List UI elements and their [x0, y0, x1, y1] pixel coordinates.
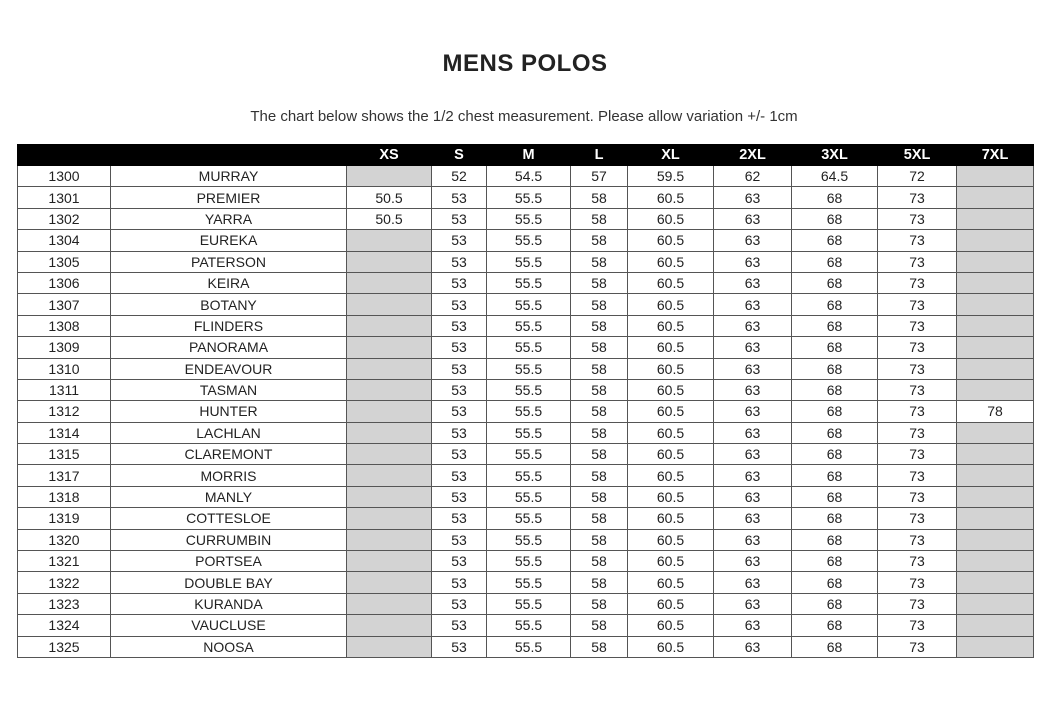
style-name-cell: HUNTER [111, 401, 347, 422]
table-row [18, 444, 1034, 465]
style-code-cell: 1301 [18, 187, 111, 208]
measurement-cell: 58 [571, 401, 628, 422]
measurement-cell [957, 187, 1034, 208]
measurement-cell: 68 [792, 636, 878, 657]
measurement-cell [957, 636, 1034, 657]
measurement-cell: 58 [571, 358, 628, 379]
style-name-cell: KEIRA [111, 272, 347, 293]
measurement-cell: 63 [714, 294, 792, 315]
measurement-cell: 68 [792, 230, 878, 251]
column-header-6: XL [628, 145, 714, 166]
measurement-cell [957, 315, 1034, 336]
style-code-cell: 1319 [18, 508, 111, 529]
measurement-cell: 73 [878, 230, 957, 251]
style-code-cell: 1317 [18, 465, 111, 486]
measurement-cell: 64.5 [792, 166, 878, 187]
measurement-cell: 53 [432, 593, 487, 614]
measurement-cell: 63 [714, 529, 792, 550]
measurement-cell: 60.5 [628, 272, 714, 293]
measurement-cell: 58 [571, 529, 628, 550]
measurement-cell: 60.5 [628, 187, 714, 208]
measurement-cell: 73 [878, 208, 957, 229]
measurement-cell: 73 [878, 337, 957, 358]
measurement-cell [957, 208, 1034, 229]
measurement-cell: 68 [792, 358, 878, 379]
table-row [18, 401, 1034, 422]
measurement-cell: 63 [714, 508, 792, 529]
measurement-cell: 55.5 [487, 401, 571, 422]
measurement-cell [347, 508, 432, 529]
style-code-cell: 1302 [18, 208, 111, 229]
measurement-cell: 73 [878, 272, 957, 293]
table-row [18, 208, 1034, 229]
measurement-cell: 55.5 [487, 636, 571, 657]
style-name-cell: VAUCLUSE [111, 615, 347, 636]
measurement-cell: 63 [714, 465, 792, 486]
measurement-cell [957, 444, 1034, 465]
measurement-cell [347, 615, 432, 636]
column-header-10: 7XL [957, 145, 1034, 166]
style-code-cell: 1306 [18, 272, 111, 293]
table-row [18, 337, 1034, 358]
style-code-cell: 1310 [18, 358, 111, 379]
style-name-cell: BOTANY [111, 294, 347, 315]
measurement-cell: 63 [714, 379, 792, 400]
measurement-cell: 68 [792, 422, 878, 443]
measurement-cell: 58 [571, 337, 628, 358]
measurement-cell: 73 [878, 508, 957, 529]
measurement-cell: 60.5 [628, 486, 714, 507]
measurement-cell: 73 [878, 551, 957, 572]
measurement-cell: 55.5 [487, 337, 571, 358]
measurement-cell: 63 [714, 486, 792, 507]
measurement-cell: 63 [714, 636, 792, 657]
measurement-cell: 68 [792, 337, 878, 358]
measurement-cell: 55.5 [487, 465, 571, 486]
measurement-cell [347, 401, 432, 422]
measurement-cell: 53 [432, 208, 487, 229]
table-row [18, 294, 1034, 315]
measurement-cell: 68 [792, 251, 878, 272]
measurement-cell: 63 [714, 208, 792, 229]
measurement-cell [957, 422, 1034, 443]
measurement-cell: 68 [792, 615, 878, 636]
measurement-cell [347, 529, 432, 550]
style-name-cell: DOUBLE BAY [111, 572, 347, 593]
measurement-cell: 72 [878, 166, 957, 187]
measurement-cell: 73 [878, 465, 957, 486]
measurement-cell: 68 [792, 208, 878, 229]
measurement-cell: 55.5 [487, 187, 571, 208]
measurement-cell: 55.5 [487, 444, 571, 465]
measurement-cell: 53 [432, 379, 487, 400]
measurement-cell [347, 551, 432, 572]
measurement-cell: 53 [432, 187, 487, 208]
measurement-cell: 58 [571, 187, 628, 208]
style-code-cell: 1304 [18, 230, 111, 251]
measurement-cell: 55.5 [487, 486, 571, 507]
style-name-cell: PATERSON [111, 251, 347, 272]
measurement-cell [347, 422, 432, 443]
style-name-cell: MURRAY [111, 166, 347, 187]
table-body [18, 166, 1034, 658]
measurement-cell: 58 [571, 508, 628, 529]
style-name-cell: EUREKA [111, 230, 347, 251]
measurement-cell: 60.5 [628, 508, 714, 529]
measurement-cell [957, 593, 1034, 614]
style-code-cell: 1300 [18, 166, 111, 187]
measurement-cell: 53 [432, 486, 487, 507]
style-code-cell: 1315 [18, 444, 111, 465]
measurement-cell: 68 [792, 551, 878, 572]
style-name-cell: ENDEAVOUR [111, 358, 347, 379]
measurement-cell [347, 593, 432, 614]
table-header-row [18, 145, 1034, 166]
column-header-4: M [487, 145, 571, 166]
style-name-cell: COTTESLOE [111, 508, 347, 529]
measurement-cell [347, 444, 432, 465]
style-name-cell: YARRA [111, 208, 347, 229]
measurement-cell: 63 [714, 230, 792, 251]
column-header-9: 5XL [878, 145, 957, 166]
measurement-cell [347, 636, 432, 657]
table-row [18, 230, 1034, 251]
measurement-cell: 68 [792, 444, 878, 465]
measurement-cell: 57 [571, 166, 628, 187]
table-row [18, 315, 1034, 336]
measurement-cell: 73 [878, 251, 957, 272]
measurement-cell: 53 [432, 272, 487, 293]
measurement-cell: 53 [432, 358, 487, 379]
measurement-cell [347, 294, 432, 315]
measurement-cell: 55.5 [487, 551, 571, 572]
measurement-cell: 60.5 [628, 465, 714, 486]
measurement-cell [347, 379, 432, 400]
style-code-cell: 1323 [18, 593, 111, 614]
measurement-cell [347, 315, 432, 336]
measurement-cell: 68 [792, 465, 878, 486]
style-code-cell: 1324 [18, 615, 111, 636]
measurement-cell: 53 [432, 294, 487, 315]
measurement-cell: 73 [878, 486, 957, 507]
measurement-cell: 53 [432, 337, 487, 358]
measurement-cell: 60.5 [628, 444, 714, 465]
measurement-cell: 68 [792, 272, 878, 293]
measurement-cell: 53 [432, 508, 487, 529]
measurement-cell [957, 294, 1034, 315]
measurement-cell: 58 [571, 486, 628, 507]
measurement-cell: 73 [878, 294, 957, 315]
measurement-cell: 73 [878, 315, 957, 336]
measurement-cell: 55.5 [487, 508, 571, 529]
measurement-cell: 60.5 [628, 551, 714, 572]
measurement-cell [957, 251, 1034, 272]
measurement-cell: 55.5 [487, 615, 571, 636]
measurement-cell: 73 [878, 636, 957, 657]
table-row [18, 508, 1034, 529]
table-row [18, 422, 1034, 443]
measurement-cell [957, 358, 1034, 379]
measurement-cell: 60.5 [628, 315, 714, 336]
measurement-cell: 73 [878, 187, 957, 208]
table-row [18, 465, 1034, 486]
measurement-cell: 55.5 [487, 593, 571, 614]
measurement-cell: 60.5 [628, 636, 714, 657]
measurement-cell: 78 [957, 401, 1034, 422]
measurement-cell [957, 379, 1034, 400]
measurement-cell: 55.5 [487, 315, 571, 336]
measurement-cell: 73 [878, 529, 957, 550]
style-code-cell: 1325 [18, 636, 111, 657]
table-row [18, 166, 1034, 187]
measurement-cell: 60.5 [628, 230, 714, 251]
measurement-cell: 53 [432, 465, 487, 486]
measurement-cell [957, 572, 1034, 593]
style-code-cell: 1305 [18, 251, 111, 272]
style-name-cell: MORRIS [111, 465, 347, 486]
style-name-cell: CLAREMONT [111, 444, 347, 465]
table-row [18, 187, 1034, 208]
table-row [18, 529, 1034, 550]
measurement-cell [957, 465, 1034, 486]
measurement-cell: 58 [571, 551, 628, 572]
measurement-cell: 58 [571, 636, 628, 657]
measurement-cell: 62 [714, 166, 792, 187]
measurement-cell [347, 251, 432, 272]
measurement-cell: 63 [714, 444, 792, 465]
measurement-cell: 68 [792, 529, 878, 550]
column-header-1 [111, 145, 347, 166]
measurement-cell: 63 [714, 615, 792, 636]
measurement-cell: 53 [432, 636, 487, 657]
measurement-cell: 63 [714, 187, 792, 208]
measurement-cell: 68 [792, 379, 878, 400]
measurement-cell: 68 [792, 572, 878, 593]
style-name-cell: FLINDERS [111, 315, 347, 336]
measurement-cell: 59.5 [628, 166, 714, 187]
table-row [18, 379, 1034, 400]
measurement-cell [347, 337, 432, 358]
measurement-cell: 60.5 [628, 422, 714, 443]
measurement-cell: 55.5 [487, 529, 571, 550]
measurement-cell: 58 [571, 593, 628, 614]
style-code-cell: 1308 [18, 315, 111, 336]
measurement-cell: 50.5 [347, 187, 432, 208]
measurement-cell: 60.5 [628, 572, 714, 593]
table-row [18, 486, 1034, 507]
measurement-cell: 63 [714, 337, 792, 358]
style-code-cell: 1321 [18, 551, 111, 572]
measurement-cell [957, 272, 1034, 293]
measurement-cell [957, 615, 1034, 636]
measurement-cell: 73 [878, 593, 957, 614]
style-name-cell: MANLY [111, 486, 347, 507]
measurement-cell: 58 [571, 208, 628, 229]
table-row [18, 636, 1034, 657]
measurement-cell: 63 [714, 315, 792, 336]
measurement-cell [347, 572, 432, 593]
measurement-cell: 55.5 [487, 572, 571, 593]
column-header-3: S [432, 145, 487, 166]
measurement-cell: 73 [878, 444, 957, 465]
measurement-cell: 50.5 [347, 208, 432, 229]
style-name-cell: CURRUMBIN [111, 529, 347, 550]
measurement-cell: 60.5 [628, 615, 714, 636]
measurement-cell: 55.5 [487, 294, 571, 315]
measurement-cell: 68 [792, 187, 878, 208]
measurement-cell: 60.5 [628, 358, 714, 379]
measurement-cell: 52 [432, 166, 487, 187]
measurement-cell: 63 [714, 251, 792, 272]
measurement-cell: 58 [571, 444, 628, 465]
table-row [18, 358, 1034, 379]
style-code-cell: 1318 [18, 486, 111, 507]
measurement-cell: 55.5 [487, 358, 571, 379]
column-header-0 [18, 145, 111, 166]
measurement-cell: 60.5 [628, 379, 714, 400]
style-name-cell: TASMAN [111, 379, 347, 400]
measurement-cell: 58 [571, 251, 628, 272]
measurement-cell [347, 166, 432, 187]
table-row [18, 551, 1034, 572]
measurement-cell: 73 [878, 358, 957, 379]
measurement-cell: 60.5 [628, 337, 714, 358]
measurement-cell [957, 529, 1034, 550]
measurement-cell: 73 [878, 572, 957, 593]
table-row [18, 272, 1034, 293]
measurement-cell: 63 [714, 551, 792, 572]
measurement-cell: 53 [432, 422, 487, 443]
measurement-cell [957, 508, 1034, 529]
measurement-cell: 63 [714, 572, 792, 593]
measurement-cell: 68 [792, 401, 878, 422]
measurement-cell: 60.5 [628, 294, 714, 315]
measurement-cell: 58 [571, 272, 628, 293]
measurement-cell: 55.5 [487, 422, 571, 443]
measurement-cell: 63 [714, 422, 792, 443]
measurement-cell: 53 [432, 529, 487, 550]
measurement-cell: 68 [792, 315, 878, 336]
measurement-cell [957, 551, 1034, 572]
style-name-cell: PANORAMA [111, 337, 347, 358]
measurement-cell: 60.5 [628, 593, 714, 614]
measurement-cell: 53 [432, 401, 487, 422]
measurement-cell [957, 166, 1034, 187]
measurement-cell: 55.5 [487, 230, 571, 251]
measurement-cell: 54.5 [487, 166, 571, 187]
style-name-cell: KURANDA [111, 593, 347, 614]
page-subtitle: The chart below shows the 1/2 chest measurement. Please allow variation +/- 1cm [250, 108, 798, 125]
style-code-cell: 1322 [18, 572, 111, 593]
measurement-cell: 55.5 [487, 251, 571, 272]
measurement-cell: 63 [714, 593, 792, 614]
measurement-cell: 73 [878, 422, 957, 443]
size-chart-table [17, 144, 1034, 658]
table-row [18, 572, 1034, 593]
measurement-cell: 58 [571, 230, 628, 251]
style-name-cell: NOOSA [111, 636, 347, 657]
measurement-cell [957, 486, 1034, 507]
measurement-cell: 73 [878, 401, 957, 422]
style-name-cell: LACHLAN [111, 422, 347, 443]
measurement-cell: 58 [571, 294, 628, 315]
measurement-cell: 58 [571, 315, 628, 336]
measurement-cell: 60.5 [628, 208, 714, 229]
style-code-cell: 1311 [18, 379, 111, 400]
measurement-cell: 58 [571, 572, 628, 593]
column-header-2: XS [347, 145, 432, 166]
measurement-cell [347, 486, 432, 507]
measurement-cell: 60.5 [628, 401, 714, 422]
measurement-cell: 68 [792, 486, 878, 507]
style-name-cell: PREMIER [111, 187, 347, 208]
measurement-cell [957, 337, 1034, 358]
measurement-cell [347, 358, 432, 379]
style-code-cell: 1320 [18, 529, 111, 550]
measurement-cell: 73 [878, 615, 957, 636]
measurement-cell [347, 272, 432, 293]
measurement-cell: 60.5 [628, 251, 714, 272]
column-header-8: 3XL [792, 145, 878, 166]
measurement-cell: 53 [432, 230, 487, 251]
style-code-cell: 1309 [18, 337, 111, 358]
measurement-cell: 68 [792, 294, 878, 315]
measurement-cell [347, 465, 432, 486]
measurement-cell: 55.5 [487, 272, 571, 293]
table-row [18, 593, 1034, 614]
measurement-cell: 63 [714, 272, 792, 293]
style-code-cell: 1314 [18, 422, 111, 443]
measurement-cell: 58 [571, 422, 628, 443]
style-code-cell: 1312 [18, 401, 111, 422]
measurement-cell: 68 [792, 508, 878, 529]
measurement-cell: 53 [432, 551, 487, 572]
measurement-cell: 58 [571, 379, 628, 400]
page-title: MENS POLOS [442, 50, 608, 77]
table-row [18, 615, 1034, 636]
measurement-cell: 63 [714, 358, 792, 379]
measurement-cell: 63 [714, 401, 792, 422]
measurement-cell [957, 230, 1034, 251]
measurement-cell: 53 [432, 572, 487, 593]
measurement-cell: 58 [571, 465, 628, 486]
style-name-cell: PORTSEA [111, 551, 347, 572]
measurement-cell: 53 [432, 251, 487, 272]
measurement-cell: 53 [432, 615, 487, 636]
measurement-cell: 68 [792, 593, 878, 614]
column-header-5: L [571, 145, 628, 166]
measurement-cell: 53 [432, 315, 487, 336]
measurement-cell: 53 [432, 444, 487, 465]
measurement-cell: 55.5 [487, 379, 571, 400]
measurement-cell: 60.5 [628, 529, 714, 550]
measurement-cell [347, 230, 432, 251]
measurement-cell: 58 [571, 615, 628, 636]
measurement-cell: 73 [878, 379, 957, 400]
table-row [18, 251, 1034, 272]
style-code-cell: 1307 [18, 294, 111, 315]
column-header-7: 2XL [714, 145, 792, 166]
measurement-cell: 55.5 [487, 208, 571, 229]
